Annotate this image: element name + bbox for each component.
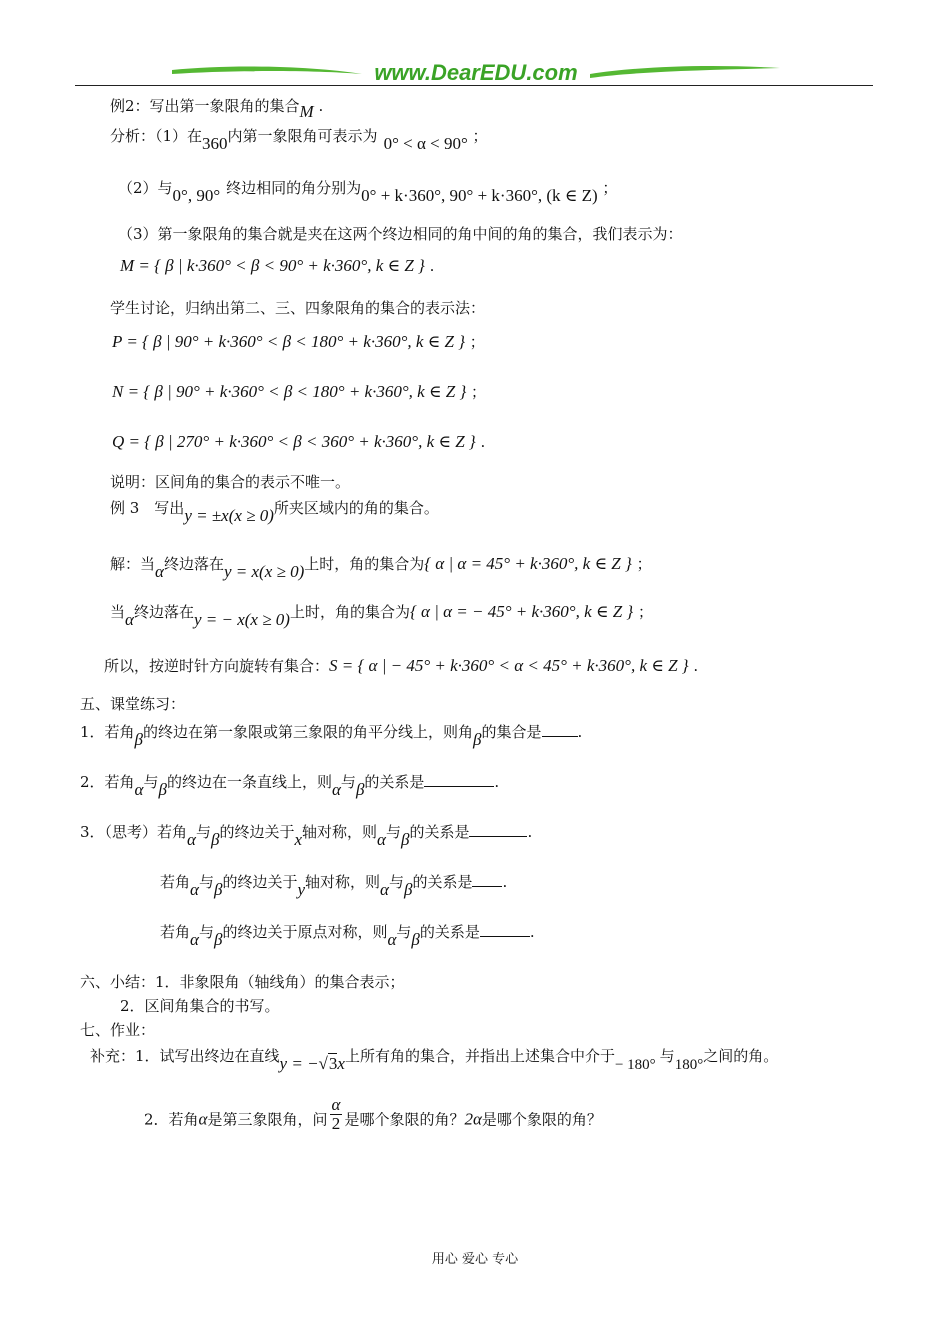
practice-q3-y: 若角α与β的终边关于y轴对称，则α与β的关系是 . <box>160 873 508 899</box>
answer-blank[interactable] <box>469 822 527 837</box>
answer-blank[interactable] <box>542 722 578 737</box>
solution-2: 当α终边落在y = − x(x ≥ 0)上时，角的集合为{ α | α = − 45° + k·360°, k ∈ Z } ； <box>110 602 654 629</box>
header-logo <box>172 58 780 88</box>
homework-title: 七、作业： <box>80 1021 156 1039</box>
logo-swoosh-right <box>590 66 780 78</box>
analysis-2: （2）与0°, 90° 终边相同的角分别为0° + k·360°, 90° + k·360°, (k ∈ Z) ； <box>118 179 618 205</box>
analysis-3: （3）第一象限角的集合就是夹在这两个终边相同的角中间的角的集合，我们表示为： <box>118 225 683 243</box>
practice-q3: 3．（思考）若角α与β的终边关于x轴对称，则α与β的关系是 . <box>80 823 533 849</box>
answer-blank[interactable] <box>480 922 530 937</box>
logo-swoosh-left <box>172 67 362 74</box>
set-N: N = { β | 90° + k·360° < β < 180° + k·360°, k ∈ Z } ； <box>112 382 487 401</box>
alpha-over-2: $\frac{\alpha}{2}$ <box>331 1095 341 1133</box>
set-P: P = { β | 90° + k·360° < β < 180° + k·360°, k ∈ Z } ； <box>112 332 485 351</box>
answer-blank[interactable] <box>472 872 502 887</box>
solution-1: 解：当α终边落在y = x(x ≥ 0)上时，角的集合为{ α | α = 45° + k·360°, k ∈ Z } ； <box>110 554 652 581</box>
example-3: 例 3 写出y = ±x(x ≥ 0)所夹区域内的角的集合。 <box>110 499 439 525</box>
discussion: 学生讨论，归纳出第二、三、四象限角的集合的表示法： <box>110 299 486 317</box>
practice-q1: 1．若角β的终边在第一象限或第三象限的角平分线上，则角β的集合是 . <box>80 723 583 749</box>
page-footer: 用心 爱心 专心 <box>431 1252 519 1267</box>
homework-1: 补充：1．试写出终边在直线y = −√3x上所有角的集合，并指出上述集合中介于− 180° 与180°之间的角。 <box>90 1047 779 1073</box>
practice-q3-origin: 若角α与β的终边关于原点对称，则α与β的关系是 . <box>160 923 535 949</box>
example-2-title: 例2：写出第一象限角的集合M . <box>110 97 324 121</box>
set-Q: Q = { β | 270° + k·360° < β < 360° + k·360°, k ∈ Z } . <box>112 432 486 451</box>
practice-q2: 2．若角α与β的终边在一条直线上，则α与β的关系是 . <box>80 773 500 799</box>
practice-title: 五、课堂练习： <box>80 695 186 713</box>
summary-2: 2．区间角集合的书写。 <box>120 997 280 1015</box>
set-M: M = { β | k·360° < β < 90° + k·360°, k ∈ Z } . <box>120 256 435 275</box>
summary-1: 六、小结：1．非象限角（轴线角）的集合表示； <box>80 973 405 991</box>
answer-blank[interactable] <box>424 772 494 787</box>
solution-3: 所以，按逆时针方向旋转有集合：S = { α | − 45° + k·360° < α < 45° + k·360°, k ∈ Z } . <box>104 656 699 675</box>
homework-2: 2．若角α是第三象限角，问 $\frac{\alpha}{2}$ 是哪个象限的角？2α是哪个象限的角？ <box>144 1095 602 1133</box>
analysis-1: 分析：（1）在360内第一象限角可表示为 0° < α < 90° ； <box>110 127 488 153</box>
note: 说明：区间角的集合的表示不唯一。 <box>110 473 351 491</box>
header-rule <box>75 85 873 86</box>
logo-text: www.DearEDU.com <box>374 60 578 85</box>
